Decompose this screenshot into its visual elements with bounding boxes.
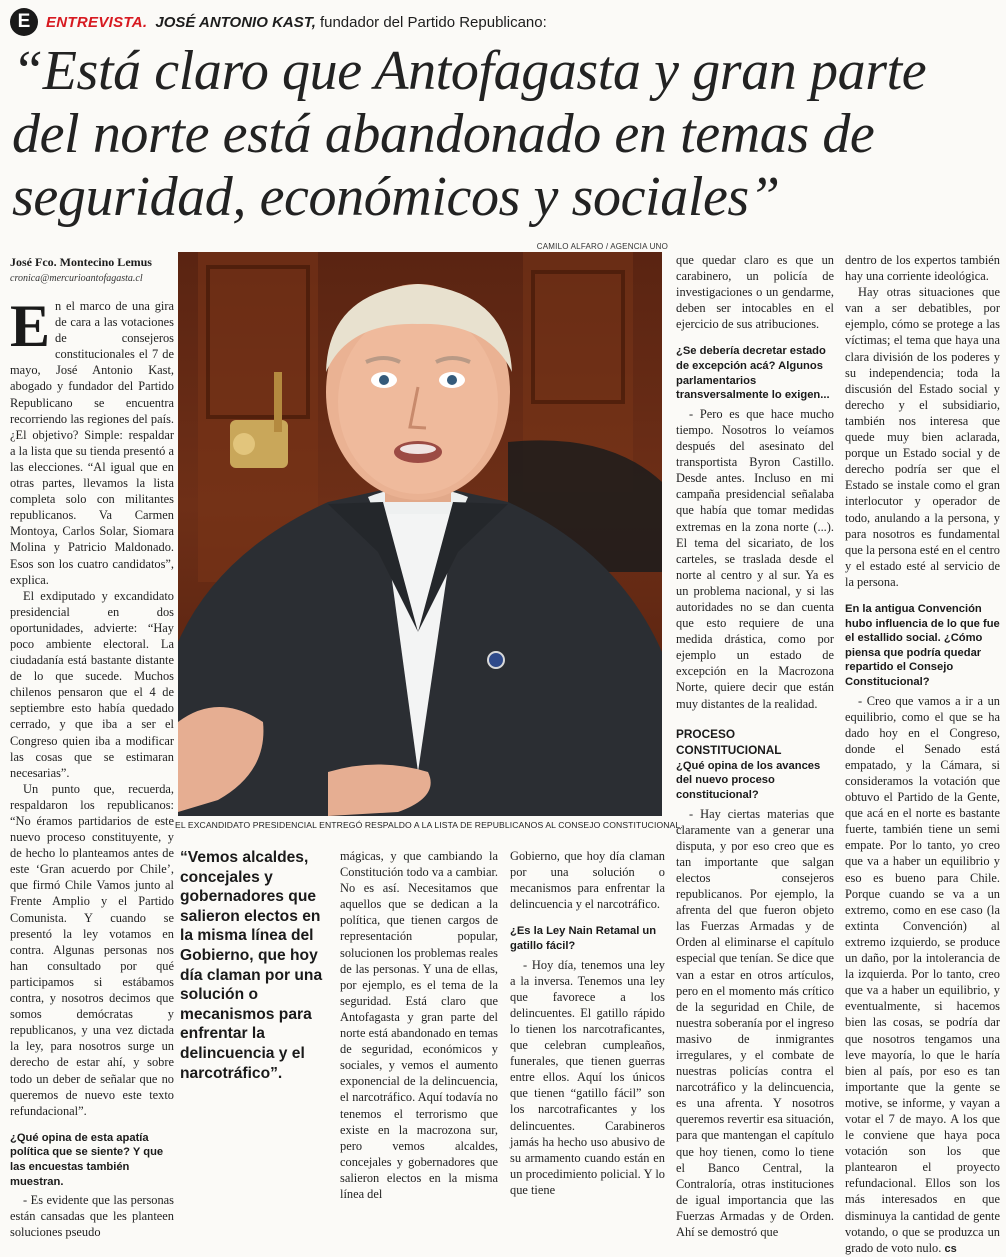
answer-paragraph: - Hoy día, tenemos una ley a la inversa. Tenemos una ley que favorece a los delincuentes. El gatillo rápido lo tienen los narcotraficantes, que celebran cumpleaños, funerales, que tienen guerras entre ellos. Aquí los únicos que tienen “gatillo fácil” son los narcotraficantes y los delincuentes. Carabineros jamás ha hecho uso abusivo de su armamento cuando están en un procedimiento policial. Y lo que tiene bbox=[510, 957, 665, 1197]
photo-caption: EL EXCANDIDATO PRESIDENCIAL ENTREGÓ RESPALDO A LA LISTA DE REPUBLICANOS AL CONSEJO CONSTITUCIONAL. bbox=[175, 820, 683, 830]
paragraph: Un punto que, recuerda, respaldaron los republicanos: “No éramos partidarios de este nuevo proceso constituyente, y de hecho lo planteamos antes de este ‘Gran acuerdo por Chile’, que firmó Chile Vamos junto al Frente Amplio y el Partido Comunista. Y cuando se presentó la ley votamos en contra. Algunas personas nos han consultado por qué participamos si estábamos contra, y nosotros decimos que somos demócratas y republicanos, y una vez dictada la ley, para nosotros surge un derecho de estar ahí, y sobre todo un deber de señalar que no queremos de nuevo este texto refundacional”. bbox=[10, 781, 174, 1118]
column-2 bbox=[340, 848, 498, 1202]
interviewee-name: JOSÉ ANTONIO KAST, bbox=[155, 13, 316, 31]
paragraph: que quedar claro es que un carabinero, un policía de investigaciones o un gendarme, deben ser intocables en el ejercicio de sus atribuciones. bbox=[676, 253, 834, 332]
interview-question: ¿Es la Ley Nain Retamal un gatillo fácil? bbox=[510, 925, 657, 952]
answer-paragraph: - Creo que vamos a ir a un equilibrio, como el que se ha dado hoy en el Congreso, donde el Senado está empatado, y la Cámara, si consideramos la votación que obtuvo el Partido de la Gente, que acá en el norte es bastante fuerte, también tiene un semi empate. Por lo tanto, yo creo que va a haber un equilibrio y eso es bueno para Chile. Porque cuando se va a un extremo, como en ese caso (la extinta Convención) al extremo izquierdo, se produce un daño, por la intolerancia de la izquierda. Por lo tanto, creo que va a haber un equilibrio, y eventualmente, si hacemos bien las cosas, se podría dar que nosotros tengamos una leve mayoría, lo que le haría bien al país, por eso es tan importante que la gente se motive, se informe, y vayan a votar el 7 de mayo. A los que le conviene que haya poca votación son los que plantearon el proyecto refundacional. Ellos son los más interesados en que disminuya la cantidad de gente votando, o que se produzca un grado de voto nulo. cs bbox=[845, 693, 1000, 1255]
interview-question: En la antigua Convención hubo influencia de lo que fue el estallido social. ¿Cómo piensa que podría quedar repartido el Consejo Constitucional? bbox=[845, 602, 1000, 688]
column-1 bbox=[10, 293, 174, 1240]
interview-question: ¿Se debería decretar estado de excepción acá? Algunos parlamentarios transversalmente lo exigen... bbox=[676, 345, 830, 402]
kicker bbox=[10, 6, 1000, 38]
author-email: cronica@mercurioantofagasta.cl bbox=[10, 273, 143, 284]
newspaper-logo: E bbox=[10, 8, 38, 36]
paragraph: mágicas, y que cambiando la Constitución todo va a cambiar. No es así. Necesitamos que aquellos que se dedican a la política, que tienen cargos de representación popular, solucionen los problemas reales de las personas. Y una de ellas, por ejemplo, es el tema de la seguridad. Está claro que Antofagasta y gran parte del norte está abandonado en temas de seguridad, económicos y sociales, y vemos el aumento exponencial de la delincuencia, el narcotráfico. Aquí todavía no tenemos el terrorismo que existe en la macrozona sur, pero vemos alcaldes, concejales y gobernadores que salieron electos en la misma línea del bbox=[340, 849, 498, 1201]
answer-paragraph: - Pero es que hace mucho tiempo. Nosotros lo veíamos después del asesinato del transportista Byron Castillo. Desde antes. Incluso en mi campaña presidencial señalaba que había que tomar medidas extremas en la zona norte (...). El tema del sicariato, de los carteles, se traslada desde el norte al centro y al sur. Ya es un problema nacional, y si las autoridades no se dan cuenta que esto requiere de una medida drástica, como por ejemplo un estado de excepción en la Macrozona Norte, quiere decir que están muy distantes de la realidad. bbox=[676, 406, 834, 711]
headline-line-3: seguridad, económicos y sociales” bbox=[12, 166, 780, 228]
byline bbox=[10, 255, 175, 284]
paragraph: El exdiputado y excandidato presidencial en dos oportunidades, advierte: “Hay poco ambiente electoral. La ciudadanía está bastante distante de lo que sucede. Muchos chilenos pensaron que el 4 de septiembre esto había quedado cerrado, y que iba a ser el Congreso quien iba a modificar las cosas que se estimaran necesarias”. bbox=[10, 588, 174, 780]
column-4 bbox=[676, 252, 834, 1240]
interviewee-role: fundador del Partido Republicano: bbox=[319, 13, 547, 31]
pull-quote: “Vemos alcaldes, concejales y gobernadores que salieron electos en la misma línea del Gobierno, que hoy día claman por una solución o mecanismos para enfrentar la delincuencia y el narcotráfico”. bbox=[180, 849, 323, 1082]
end-mark: cs bbox=[944, 1242, 957, 1255]
answer-paragraph: - Hay ciertas materias que claramente van a generar una disputa, y por eso creo que es tan importante que salgan electos consejeros republicanos. Por ejemplo, la afrenta del que fueron objeto las Fuerzas Armadas y de Orden al eliminarse el capítulo especial que tenían. Se dice que van a estar en otros artículos, pero en el momento más crítico de la seguridad en Chile, de nuestra soberanía por el ingreso masivo de inmigrantes irregulares, y el combate de nuestras policías contra el narcotráfico y la delincuencia, es una afrenta. Y nosotros queremos revertir esa situación, para que mantengan el capítulo que hoy tienen, como lo tiene el Banco Central, la Contraloría, otras instituciones de igual importancia que las Fuerzas Armadas y de Orden. Ahí se demostró que bbox=[676, 806, 834, 1240]
headline-line-1: “Está claro que Antofagasta y gran parte bbox=[12, 40, 927, 102]
interview-photo bbox=[178, 252, 662, 816]
paragraph: Gobierno, que hoy día claman por una solución o mecanismos para enfrentar la delincuencia y el narcotráfico. bbox=[510, 849, 665, 912]
answer-paragraph: - Es evidente que las personas están cansadas que les planteen soluciones pseudo bbox=[10, 1193, 174, 1240]
interview-question: ¿Qué opina de esta apatía política que se siente? Y que las encuestas también muestran. bbox=[10, 1131, 164, 1188]
section-heading: PROCESO CONSTITUCIONAL bbox=[676, 726, 782, 757]
author-name: José Fco. Montecino Lemus bbox=[10, 255, 152, 269]
section-label: ENTREVISTA. bbox=[46, 13, 148, 31]
paragraph: dentro de los expertos también hay una corriente ideológica. bbox=[845, 253, 1000, 284]
paragraph: Hay otras situaciones que van a ser debatibles, por ejemplo, cómo se protege a las víctimas; el tema que haya una clara división de los poderes y su independencia; toda la discusión del Estado social y derecho y el subsidiario, también nos interesa que quede muy bien aclarada, porque un Estado social y de derecho podría ser que el Estado se instale como el gran interlocutor y operador de todo, anulando a la persona, y para nosotros es fundamental que la persona esté en el centro y el estado esté al servicio de la persona. bbox=[845, 285, 1000, 589]
column-5 bbox=[845, 252, 1000, 1257]
lead-paragraph: En el marco de una gira de cara a las votaciones de consejeros constitucionales el 7 de mayo, José Antonio Kast, abogado y fundador del Partido Republicano se encuentra recorriendo las regiones del país. ¿El objetivo? Simple: respaldar a la lista que su tienda presentó a las elecciones. “Al igual que en otras partes, llevamos la lista completa solo con militantes republicanos. Va Carmen Montoya, Carlos Solar, Siomara Molina y Patricio Maldonado. Esos son los cuatro candidatos”, explica. bbox=[10, 293, 174, 587]
photo-illustration bbox=[178, 252, 662, 816]
headline bbox=[12, 40, 997, 229]
interview-question: ¿Qué opina de los avances del nuevo proceso constitucional? bbox=[676, 759, 821, 801]
column-3 bbox=[510, 848, 665, 1198]
drop-cap: E bbox=[10, 293, 51, 359]
headline-line-2: del norte está abandonado en temas de bbox=[12, 103, 875, 165]
photo-credit: CAMILO ALFARO / AGENCIA UNO bbox=[536, 242, 668, 251]
